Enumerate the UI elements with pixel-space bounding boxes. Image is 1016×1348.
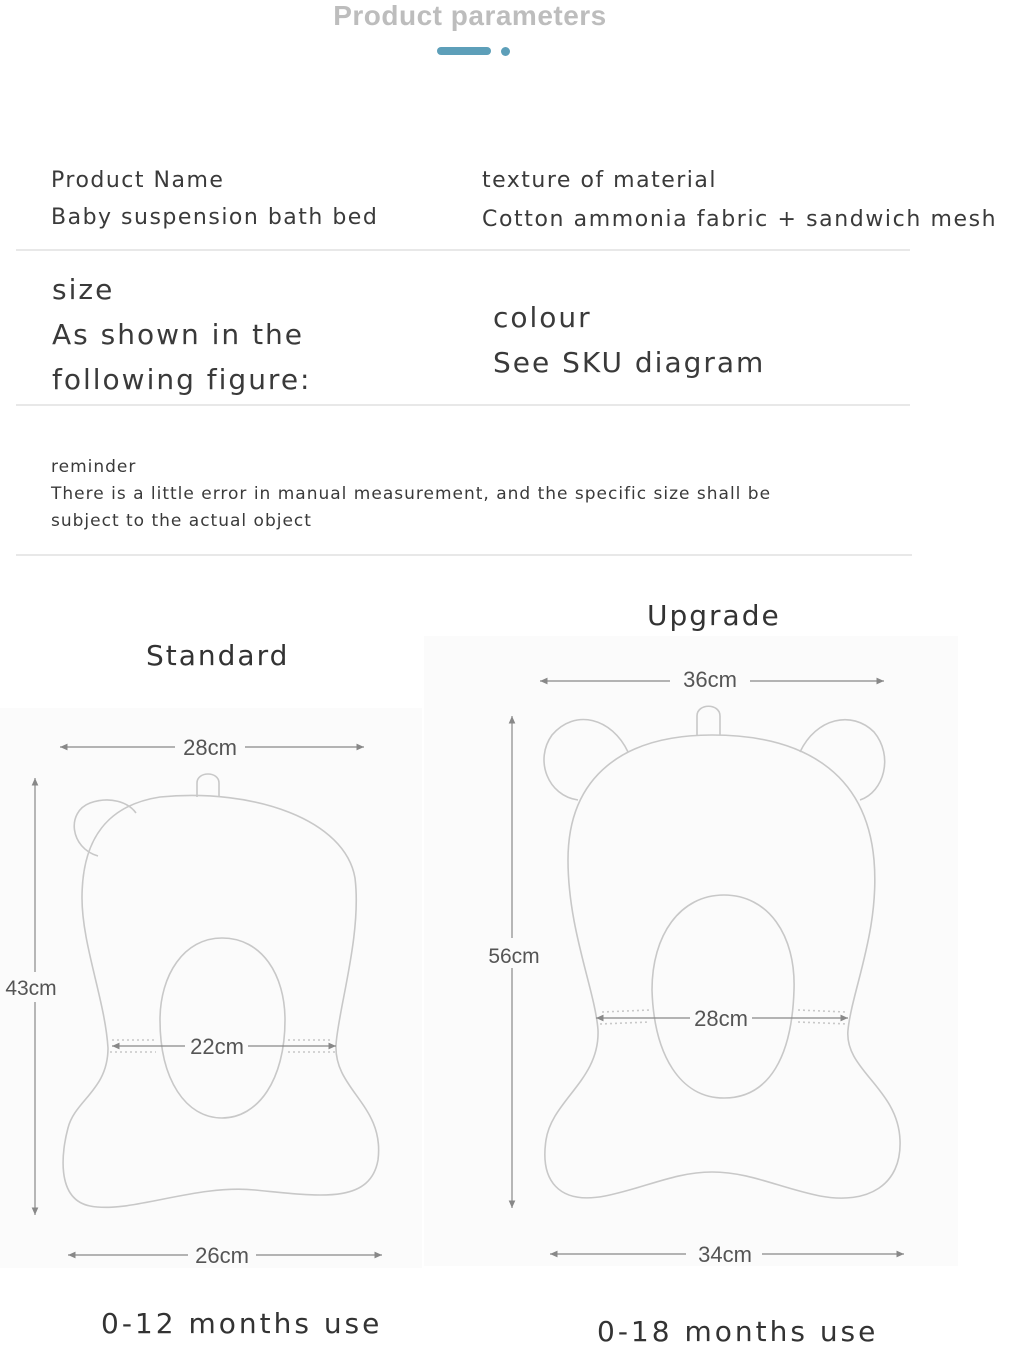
size-value-line2: following figure:: [52, 363, 312, 396]
page-title: Product parameters: [333, 0, 607, 31]
standard-usage: 0-12 months use: [101, 1307, 383, 1340]
material-label: texture of material: [482, 168, 717, 193]
standard-title: Standard: [146, 639, 290, 672]
upgrade-width-bottom-label: 34cm: [698, 1242, 752, 1267]
upgrade-bed-body: [545, 735, 900, 1198]
upgrade-waist-label: 28cm: [694, 1006, 748, 1031]
upgrade-width-top-label: 36cm: [683, 667, 737, 692]
standard-height-label: 43cm: [5, 977, 57, 1000]
upgrade-title: Upgrade: [647, 599, 781, 632]
standard-center-hole: [160, 938, 285, 1118]
upgrade-height-label: 56cm: [488, 945, 540, 968]
colour-value: See SKU diagram: [493, 346, 766, 379]
size-value-line1: As shown in the: [52, 318, 305, 351]
standard-bed-body: [63, 795, 379, 1207]
standard-bed-outline: [63, 774, 379, 1207]
size-label: size: [52, 273, 115, 306]
material-value: Cotton ammonia fabric + sandwich mesh: [482, 207, 998, 232]
upgrade-center-hole: [652, 895, 794, 1098]
standard-width-top-label: 28cm: [183, 735, 237, 760]
standard-ear-left: [74, 800, 136, 856]
reminder-line1: There is a little error in manual measurement, and the specific size shall be: [51, 484, 772, 504]
upgrade-bed-outline: [544, 706, 900, 1198]
product-name-label: Product Name: [51, 168, 225, 193]
upgrade-loop: [697, 706, 720, 735]
standard-waist-label: 22cm: [190, 1034, 244, 1059]
upgrade-usage: 0-18 months use: [597, 1315, 879, 1348]
reminder-label: reminder: [51, 457, 137, 477]
standard-loop: [197, 774, 219, 797]
reminder-line2: subject to the actual object: [51, 511, 312, 531]
colour-label: colour: [493, 301, 592, 334]
product-name-value: Baby suspension bath bed: [51, 205, 379, 230]
upgrade-ear-right: [800, 720, 885, 800]
standard-width-bottom-label: 26cm: [195, 1243, 249, 1268]
